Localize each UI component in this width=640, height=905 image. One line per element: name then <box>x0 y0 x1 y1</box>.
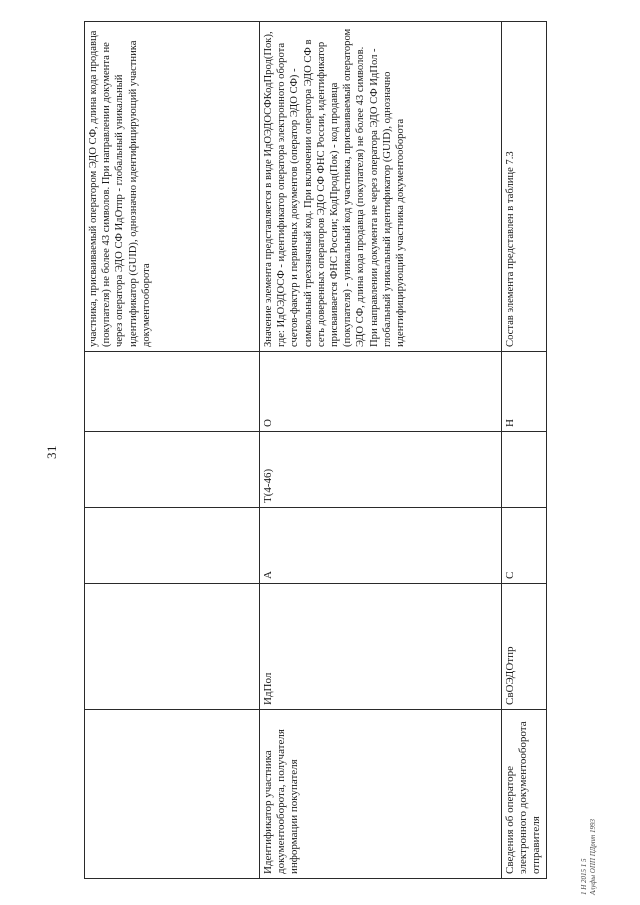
element-type-cell: А <box>260 508 502 584</box>
element-format-cell <box>85 432 260 508</box>
element-type-cell <box>85 508 260 584</box>
rotated-table-container <box>84 22 550 879</box>
element-description-cell: участника, присваиваемый оператором ЭДО СФ, длина кода продавца (покупателя) не более 43 символов. При направлении документа не через оператора ЭДО СФ ИдОтпр - глобальный уникальный идентификатор (GUID), однозначно идентифицирующий участника документооборота <box>85 22 260 352</box>
element-format-cell <box>502 432 547 508</box>
element-code-cell <box>85 584 260 710</box>
element-type-cell: С <box>502 508 547 584</box>
element-code-cell: СвОЭДОтпр <box>502 584 547 710</box>
data-table <box>84 21 547 879</box>
registration-footnote <box>580 695 598 895</box>
element-obligation-cell: Н <box>502 352 547 432</box>
element-description-cell: Значение элемента представляется в виде ИдОЭДОСФКодПрод(Пок), где: ИдОЭДОСФ - идентификатор оператора электронного оборота счетов-фактур и первичных документов (оператор ЭДО СФ) - символьный трехзначный код. При включении оператора ЭДО СФ в сеть доверенных операторов ЭДО СФ ФНС России, идентификатор присваивается ФНС России; КодПрод(Пок) - код продавца (покупателя) - уникальный код участника, присваиваемый оператором ЭДО СФ, длина кода продавца (покупателя) не более 43 символов. При направлении документа не через оператора ЭДО СФ ИдПол - глобальный уникальный идентификатор (GUID), однозначно идентифицирующий участника документооборота <box>260 22 502 352</box>
table-row <box>85 22 260 879</box>
element-description-cell: Состав элемента представлен в таблице 7.3 <box>502 22 547 352</box>
element-name-cell: Сведения об операторе электронного документооборота отправителя <box>502 710 547 879</box>
footnote-line-2: Алуфы ОПП ПДрпт 1993 <box>589 818 597 895</box>
element-code-cell: ИдПол <box>260 584 502 710</box>
table-row <box>260 22 502 879</box>
element-obligation-cell <box>85 352 260 432</box>
element-obligation-cell: О <box>260 352 502 432</box>
footnote-line-1: 1 Н 2015 1 5 <box>580 858 588 895</box>
page-number: 31 <box>44 445 59 459</box>
element-name-cell: Идентификатор участника документооборота, получателя информации покупателя <box>260 710 502 879</box>
table-row <box>502 22 547 879</box>
element-format-cell: Т(4-46) <box>260 432 502 508</box>
element-name-cell <box>85 710 260 879</box>
